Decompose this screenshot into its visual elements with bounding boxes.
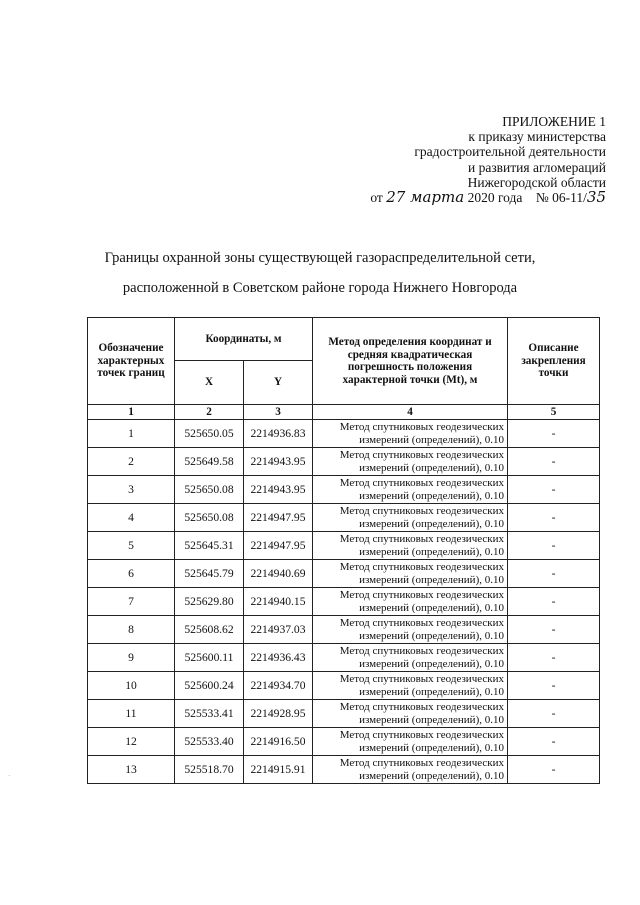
method-cell: Метод спутниковых геодезических измерений (определений), 0.10 (313, 448, 508, 476)
table-row (88, 476, 600, 504)
table-row (88, 756, 600, 784)
description-cell: - (508, 728, 600, 756)
y-coordinate-cell: 2214936.43 (244, 644, 313, 672)
method-cell: Метод спутниковых геодезических измерений (определений), 0.10 (313, 728, 508, 756)
x-coordinate-cell: 525650.08 (175, 476, 244, 504)
point-id-cell: 2 (88, 448, 175, 476)
table-row (88, 448, 600, 476)
header-method: Метод определения координат и средняя квадратическая погрешность положения характерной точки (Mt), м (313, 318, 508, 405)
point-id-cell: 1 (88, 420, 175, 448)
column-number: 3 (244, 405, 313, 420)
order-number-prefix: № 06-11/ (535, 190, 587, 206)
header-line-appendix: ПРИЛОЖЕНИЕ 1 (502, 114, 606, 129)
x-coordinate-cell: 525645.31 (175, 532, 244, 560)
table-row (88, 532, 600, 560)
header-x: X (175, 361, 244, 405)
x-coordinate-cell: 525600.11 (175, 644, 244, 672)
y-coordinate-cell: 2214915.91 (244, 756, 313, 784)
column-number: 2 (175, 405, 244, 420)
x-coordinate-cell: 525629.80 (175, 588, 244, 616)
table-row (88, 504, 600, 532)
column-number: 1 (88, 405, 175, 420)
title-line-2: расположенной в Советском районе города Нижнего Новгорода (122, 280, 518, 296)
method-cell: Метод спутниковых геодезических измерений (определений), 0.10 (313, 532, 508, 560)
document-title (0, 243, 640, 303)
y-coordinate-cell: 2214940.69 (244, 560, 313, 588)
table-row (88, 560, 600, 588)
method-cell: Метод спутниковых геодезических измерений (определений), 0.10 (313, 672, 508, 700)
x-coordinate-cell: 525649.58 (175, 448, 244, 476)
method-cell: Метод спутниковых геодезических измерений (определений), 0.10 (313, 616, 508, 644)
y-coordinate-cell: 2214940.15 (244, 588, 313, 616)
x-coordinate-cell: 525600.24 (175, 672, 244, 700)
y-coordinate-cell: 2214934.70 (244, 672, 313, 700)
header-line-region: Нижегородской области (467, 174, 606, 190)
date-prefix: от (370, 190, 383, 206)
point-id-cell: 7 (88, 588, 175, 616)
x-coordinate-cell: 525650.05 (175, 420, 244, 448)
x-coordinate-cell: 525645.79 (175, 560, 244, 588)
description-cell: - (508, 672, 600, 700)
table-body (88, 420, 600, 784)
table-row (88, 728, 600, 756)
header-line-order: к приказу министерства (468, 129, 606, 145)
x-coordinate-cell: 525608.62 (175, 616, 244, 644)
x-coordinate-cell: 525533.41 (175, 700, 244, 728)
y-coordinate-cell: 2214937.03 (244, 616, 313, 644)
appendix-header (370, 114, 606, 205)
description-cell: - (508, 756, 600, 784)
point-id-cell: 9 (88, 644, 175, 672)
column-number: 4 (313, 405, 508, 420)
point-id-cell: 12 (88, 728, 175, 756)
header-coordinates: Координаты, м (175, 318, 313, 361)
method-cell: Метод спутниковых геодезических измерений (определений), 0.10 (313, 644, 508, 672)
coordinates-table (87, 317, 600, 784)
description-cell: - (508, 644, 600, 672)
description-cell: - (508, 420, 600, 448)
method-cell: Метод спутниковых геодезических измерений (определений), 0.10 (313, 420, 508, 448)
table-header-row (88, 318, 600, 361)
y-coordinate-cell: 2214928.95 (244, 700, 313, 728)
table-row (88, 644, 600, 672)
header-y: Y (244, 361, 313, 405)
point-id-cell: 8 (88, 616, 175, 644)
method-cell: Метод спутниковых геодезических измерений (определений), 0.10 (313, 756, 508, 784)
method-cell: Метод спутниковых геодезических измерений (определений), 0.10 (313, 504, 508, 532)
method-cell: Метод спутниковых геодезических измерений (определений), 0.10 (313, 476, 508, 504)
description-cell: - (508, 700, 600, 728)
method-cell: Метод спутниковых геодезических измерений (определений), 0.10 (313, 560, 508, 588)
header-point: Обозначение характерных точек границ (88, 318, 175, 405)
handwritten-date: 27 марта (386, 188, 465, 207)
table-row (88, 420, 600, 448)
method-cell: Метод спутниковых геодезических измерений (определений), 0.10 (313, 700, 508, 728)
order-date-line (370, 190, 606, 205)
point-id-cell: 10 (88, 672, 175, 700)
date-suffix: 2020 года (467, 190, 523, 206)
column-number: 5 (508, 405, 600, 420)
y-coordinate-cell: 2214947.95 (244, 532, 313, 560)
header-line-agglomeration: и развития агломераций (467, 159, 606, 175)
description-cell: - (508, 532, 600, 560)
column-number-row (88, 405, 600, 420)
table-row (88, 616, 600, 644)
header-line-ministry: градостроительной деятельности (414, 144, 606, 160)
point-id-cell: 11 (88, 700, 175, 728)
description-cell: - (508, 616, 600, 644)
title-line-1: Границы охранной зоны существующей газораспределительной сети, (104, 250, 536, 266)
table-row (88, 588, 600, 616)
description-cell: - (508, 476, 600, 504)
y-coordinate-cell: 2214943.95 (244, 448, 313, 476)
table-row (88, 672, 600, 700)
point-id-cell: 5 (88, 532, 175, 560)
x-coordinate-cell: 525518.70 (175, 756, 244, 784)
point-id-cell: 13 (88, 756, 175, 784)
x-coordinate-cell: 525533.40 (175, 728, 244, 756)
description-cell: - (508, 560, 600, 588)
x-coordinate-cell: 525650.08 (175, 504, 244, 532)
method-cell: Метод спутниковых геодезических измерений (определений), 0.10 (313, 588, 508, 616)
margin-mark: · (8, 772, 11, 780)
description-cell: - (508, 448, 600, 476)
y-coordinate-cell: 2214916.50 (244, 728, 313, 756)
header-description: Описание закрепления точки (508, 318, 600, 405)
table-row (88, 700, 600, 728)
point-id-cell: 3 (88, 476, 175, 504)
point-id-cell: 6 (88, 560, 175, 588)
y-coordinate-cell: 2214943.95 (244, 476, 313, 504)
y-coordinate-cell: 2214936.83 (244, 420, 313, 448)
description-cell: - (508, 504, 600, 532)
y-coordinate-cell: 2214947.95 (244, 504, 313, 532)
point-id-cell: 4 (88, 504, 175, 532)
description-cell: - (508, 588, 600, 616)
handwritten-order-number: 35 (586, 188, 606, 207)
